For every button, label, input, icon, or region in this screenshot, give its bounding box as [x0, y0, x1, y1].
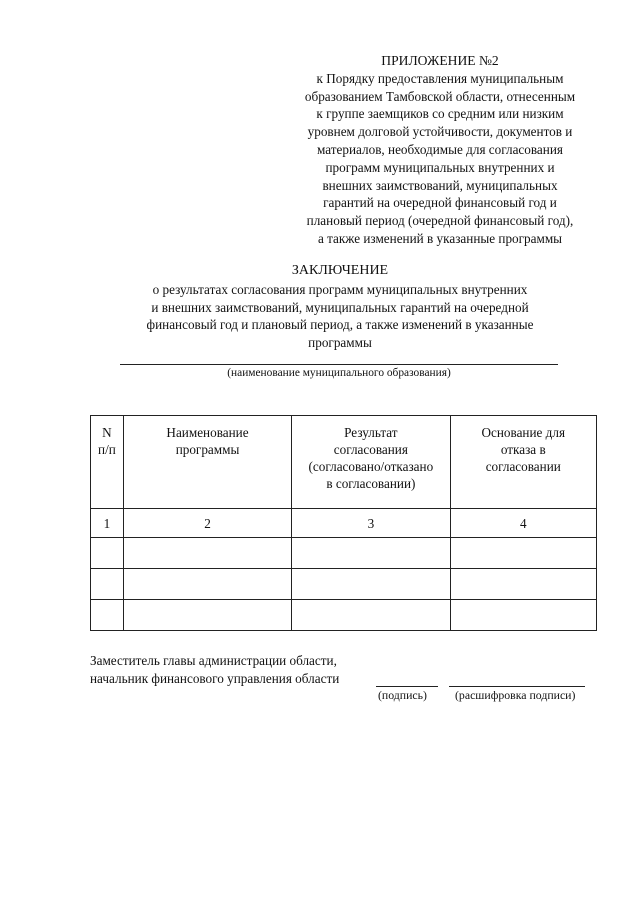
header-text: (согласовано/отказано	[308, 459, 434, 474]
appendix-line: внешних заимствований, муниципальных	[322, 177, 558, 193]
appendix-line: плановый период (очередной финансовый год),	[306, 213, 574, 229]
appendix-line: образованием Тамбовской области, отнесенным	[304, 88, 576, 104]
appendix-line: гарантий на очередной финансовый год и	[323, 195, 557, 211]
signer-title-line: Заместитель главы администрации области,	[90, 653, 337, 668]
signature-line	[376, 686, 438, 687]
approval-table	[90, 415, 597, 631]
signer-block	[90, 652, 339, 688]
header-text: согласовании	[485, 459, 561, 474]
conclusion-heading	[80, 262, 600, 352]
header-text: в согласовании)	[326, 476, 416, 491]
signature-caption: (подпись)	[378, 688, 427, 702]
header-text: п/п	[98, 442, 116, 457]
conclusion-line: и внешних заимствований, муниципальных гарантий на очередной	[151, 299, 529, 315]
header-cell-refusal-basis	[450, 416, 596, 509]
header-cell-program-name	[123, 416, 291, 509]
conclusion-line: о результатах согласования программ муниципальных внутренних	[152, 281, 528, 297]
header-cell-number	[91, 416, 124, 509]
table-row	[91, 569, 597, 600]
table-cell	[91, 538, 124, 569]
table-cell	[123, 569, 291, 600]
signature-decoding-line	[449, 686, 585, 687]
table-cell	[292, 600, 450, 631]
table-cell	[292, 569, 450, 600]
appendix-line: материалов, необходимые для согласования	[317, 141, 563, 157]
appendix-line: к группе заемщиков со средним или низким	[316, 106, 564, 122]
table-number-row	[91, 509, 597, 538]
header-text: Результат	[344, 425, 398, 440]
table-cell	[91, 600, 124, 631]
header-text: Основание для	[481, 425, 566, 440]
table-cell	[292, 538, 450, 569]
column-number: 4	[450, 509, 596, 538]
appendix-line: а также изменений в указанные программы	[317, 230, 563, 246]
column-number: 1	[91, 509, 124, 538]
header-text: программы	[175, 442, 240, 457]
signature-decoding-caption: (расшифровка подписи)	[455, 688, 576, 702]
table-row	[91, 538, 597, 569]
municipality-caption: (наименование муниципального образования)	[227, 367, 451, 379]
table-cell	[450, 538, 596, 569]
table-header-row	[91, 416, 597, 509]
conclusion-title: ЗАКЛЮЧЕНИЕ	[291, 263, 389, 278]
signer-title-line: начальник финансового управления области	[90, 671, 340, 686]
column-number: 2	[123, 509, 291, 538]
appendix-line: к Порядку предоставления муниципальным	[316, 70, 564, 86]
conclusion-line: программы	[308, 335, 372, 351]
header-text: согласования	[333, 442, 408, 457]
table-cell	[91, 569, 124, 600]
table-row	[91, 600, 597, 631]
appendix-line: программ муниципальных внутренних и	[325, 159, 555, 175]
header-text: отказа в	[500, 442, 546, 457]
header-text: N	[102, 425, 112, 440]
column-number: 3	[292, 509, 450, 538]
appendix-line: уровнем долговой устойчивости, документов и	[307, 124, 573, 140]
header-cell-result	[292, 416, 450, 509]
municipality-name-line	[120, 364, 558, 365]
appendix-title: ПРИЛОЖЕНИЕ №2	[381, 53, 499, 68]
table-cell	[450, 569, 596, 600]
conclusion-line: финансовый год и плановый период, а также изменений в указанные	[146, 317, 534, 333]
table-cell	[123, 600, 291, 631]
appendix-header	[275, 52, 605, 248]
table-cell	[450, 600, 596, 631]
header-text: Наименование	[166, 425, 249, 440]
table-cell	[123, 538, 291, 569]
